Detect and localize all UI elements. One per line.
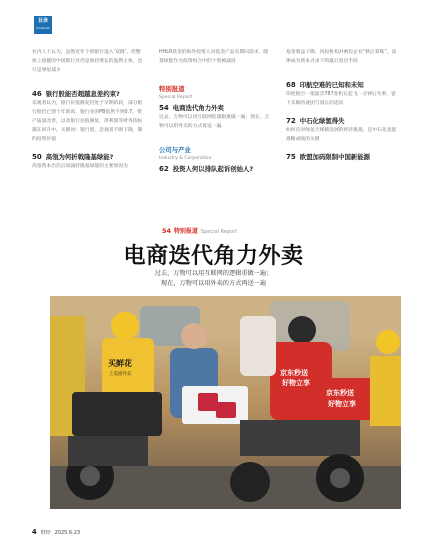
toc-column-2 (159, 48, 271, 174)
page-number: 4 (32, 528, 37, 536)
article-title: 电商迭代角力外卖 (172, 104, 224, 112)
jd-box-subtext: 好物立享 (328, 400, 356, 408)
section-heading: 特别报道 (159, 85, 185, 93)
logo-subtext: Contents (36, 26, 50, 30)
page-number: 62 (159, 165, 169, 173)
section-heading-en: Industry & Corporation (159, 156, 212, 161)
feature-tag: 特别报道 (173, 228, 198, 235)
feature-subtitle (0, 269, 427, 289)
page-number: 46 (32, 90, 42, 98)
section-heading: 公司与产业 (159, 146, 191, 154)
article-summary: 印度航空一架波音787客机在起飞一分钟后失事，留下未解的谜团与漫长的追问 (286, 92, 396, 106)
page-number: 68 (286, 81, 296, 89)
toc-entry[interactable] (159, 103, 271, 131)
page-number: 50 (32, 153, 42, 161)
article-title: 高瓴为何折戟隆基绿能? (45, 153, 114, 161)
toc-entry[interactable] (32, 152, 144, 171)
article-title: 中石化绿氢得失 (299, 117, 345, 125)
jd-shirt-subtext: 好物立享 (282, 379, 310, 387)
article-summary: 过去，万物可以用互联网的逻辑重做一遍；现在，万物可以用外卖的方式再送一遍 (159, 115, 270, 129)
page-number: 72 (286, 117, 296, 125)
logo-text: 目录 (38, 18, 49, 24)
toc-entry[interactable] (286, 152, 398, 162)
jd-box-text: 京东秒送 (326, 389, 354, 397)
page-number: 75 (286, 153, 296, 161)
page-number: 54 (159, 104, 169, 112)
feature-photo (50, 296, 401, 509)
continued-paragraph: 业内人士认为，虽然近年个别银行进入‘双降’，但整体上稳健的中国银行业仍是保持增长的盈利主体，也只是零星减少 (32, 50, 143, 73)
article-title: 投资人何以排队起诉创始人? (172, 165, 254, 173)
article-summary: 高瓴资本出次后知减持隆基绿能的主要原因为 (32, 164, 128, 169)
meituan-sign-text: 买鲜花 (108, 359, 132, 368)
meituan-sign-subtext: 上美团外卖 (109, 372, 131, 377)
toc-column-3 (286, 48, 398, 162)
magazine-name: 财经 (40, 530, 51, 536)
article-title: 欧盟加码限制中国新能源 (299, 153, 371, 161)
feature-tag-en: Special Report (200, 229, 238, 235)
issue-date: 2025.6.23 (54, 530, 81, 536)
subtitle-line: 过去，万物可以用互联网的逻辑重做一遍； (154, 270, 273, 277)
article-title: 银行股能否超越息差约束? (45, 90, 120, 98)
jd-shirt-text: 京东秒送 (280, 369, 308, 377)
page-footer (32, 528, 80, 536)
toc-entry[interactable] (159, 164, 271, 174)
continued-paragraph: 基金收益下降，风投机构对被投企业“秋后算账”。法律成为资本寻求下的最后退出手段 (286, 50, 397, 64)
article-title: 印航空难的已知和未知 (299, 81, 364, 89)
feature-label (162, 226, 237, 235)
section-heading-en: Special Report (159, 95, 193, 100)
article-summary: 乐观者认为，银行价值修复仍处于早期阶段，部分银行股仍已创十年新高，银行业的PB依然不到0.7，资产质量改善，以及银行估值修复，净利润等财务指标都在回升中。关键词：银行股，悲观者不断下降，制约投资价值 (32, 101, 143, 142)
article-summary: 如何应对绿氢大规模发展的经济挑战，是中石化氢能战略成败的关键 (286, 128, 397, 142)
toc-entry[interactable] (286, 116, 398, 144)
toc-entry[interactable] (32, 89, 144, 144)
toc-column-1 (32, 48, 144, 171)
continued-paragraph: HHLR基金的海外投资人对基金产品有期回需求，隆基绿能作为投资组合中的个股被减持 (159, 50, 269, 64)
feature-title[interactable]: 电商迭代角力外卖 (123, 244, 304, 269)
subtitle-line: 现在，万物可以用外卖的方式再送一遍 (160, 280, 267, 287)
feature-page-number: 54 (162, 227, 171, 235)
toc-entry[interactable] (286, 80, 398, 108)
